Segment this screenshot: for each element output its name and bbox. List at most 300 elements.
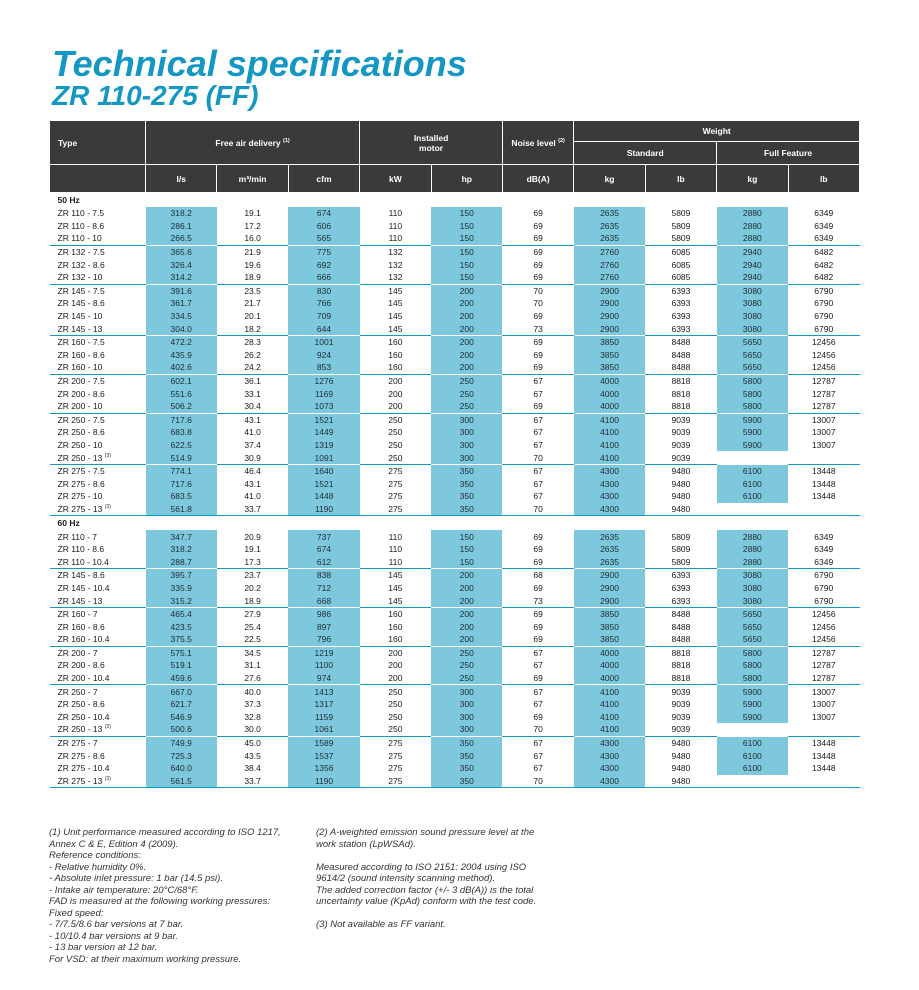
value-cell: 67	[502, 736, 573, 749]
type-cell	[50, 555, 146, 568]
value-cell: 5800	[717, 400, 788, 413]
value-cell: 8488	[671, 634, 691, 645]
type-cell	[50, 387, 146, 400]
type-label: ZR 160 - 8.6	[57, 349, 105, 360]
footnote-marker: (3)	[104, 776, 111, 782]
value-cell: 775	[288, 245, 359, 258]
value-cell: 70	[533, 452, 543, 463]
value-cell: 145	[388, 595, 403, 606]
header-unit-m3min: m³/min	[217, 165, 288, 193]
value-cell: 1219	[288, 646, 359, 659]
value-cell: 200	[431, 633, 502, 646]
specifications-table	[49, 120, 860, 788]
value-cell: 275	[360, 503, 431, 516]
type-cell	[50, 646, 146, 659]
value-cell: 12787	[811, 401, 836, 412]
footnotes-right	[316, 827, 576, 931]
value-cell: 5900	[717, 426, 788, 439]
value-cell: 1001	[288, 335, 359, 348]
value-cell: 12787	[811, 660, 836, 671]
value-cell: 314.2	[146, 271, 217, 284]
type-label: ZR 275 - 7.5	[57, 466, 105, 477]
value-cell: 986	[288, 607, 359, 620]
table-row	[50, 633, 860, 646]
value-cell: 6349	[814, 544, 834, 555]
value-cell: 67	[533, 388, 543, 399]
value-cell: 796	[288, 633, 359, 646]
value-cell: 12456	[811, 634, 836, 645]
value-cell: 6393	[645, 284, 716, 297]
value-cell: 26.2	[244, 349, 261, 360]
value-cell: 69	[533, 220, 543, 231]
value-cell: 365.6	[146, 245, 217, 258]
value-cell: 20.2	[244, 582, 261, 593]
table-row	[50, 749, 860, 762]
value-cell: 69	[533, 634, 543, 645]
value-cell: 33.7	[217, 503, 288, 516]
value-cell: 391.6	[146, 284, 217, 297]
value-cell: 200	[360, 646, 431, 659]
value-cell: 644	[288, 322, 359, 335]
footnote-line: uncertainty value (KpAd) conform with the test code.	[316, 896, 537, 907]
type-cell	[50, 439, 146, 452]
value-cell	[788, 723, 859, 736]
type-cell	[50, 220, 146, 233]
value-cell: 4300	[574, 477, 645, 490]
value-cell: 5900	[717, 698, 788, 711]
table-row	[50, 349, 860, 362]
value-cell: 2900	[574, 582, 645, 595]
value-cell: 110	[388, 233, 403, 244]
value-cell: 300	[431, 698, 502, 711]
type-cell	[50, 232, 146, 245]
value-cell: 250	[431, 672, 502, 685]
type-cell	[50, 762, 146, 775]
value-cell: 9039	[645, 685, 716, 698]
table-row	[50, 711, 860, 724]
type-label: ZR 110 - 10.4	[57, 556, 109, 567]
value-cell: 3850	[574, 620, 645, 633]
value-cell: 8488	[645, 335, 716, 348]
table-row	[50, 685, 860, 698]
value-cell: 13007	[811, 427, 836, 438]
value-cell: 8818	[671, 401, 691, 412]
value-cell: 6085	[645, 245, 716, 258]
type-cell	[50, 685, 146, 698]
type-label: ZR 250 - 8.6	[57, 427, 105, 438]
value-cell: 1319	[288, 439, 359, 452]
value-cell: 300	[431, 451, 502, 464]
value-cell: 435.9	[146, 349, 217, 362]
type-cell	[50, 723, 146, 736]
footnote-line: 9614/2 (sound intensity scanning method).	[316, 873, 496, 884]
value-cell: 12456	[811, 362, 836, 373]
table-row	[50, 207, 860, 220]
header-unit-std-kg: kg	[574, 165, 645, 193]
table-row	[50, 451, 860, 464]
footnote-line: (3) Not available as FF variant.	[316, 919, 446, 930]
value-cell: 2635	[574, 220, 645, 233]
value-cell: 6790	[788, 284, 859, 297]
value-cell: 9039	[671, 427, 691, 438]
header-unit-cfm: cfm	[288, 165, 359, 193]
value-cell: 6100	[717, 490, 788, 503]
value-cell: 67	[502, 685, 573, 698]
value-cell: 2880	[717, 543, 788, 556]
value-cell: 5809	[671, 544, 691, 555]
value-cell: 38.4	[244, 763, 261, 774]
value-cell: 3850	[574, 633, 645, 646]
value-cell: 5800	[717, 387, 788, 400]
value-cell: 13007	[811, 699, 836, 710]
type-label: ZR 275 - 10.4	[57, 763, 110, 774]
value-cell: 575.1	[146, 646, 217, 659]
value-cell: 69	[533, 621, 543, 632]
value-cell: 69	[533, 711, 543, 722]
value-cell: 250	[388, 711, 403, 722]
value-cell: 110	[388, 544, 403, 555]
table-row	[50, 503, 860, 516]
table-row	[50, 582, 860, 595]
table-row	[50, 322, 860, 335]
value-cell: 1521	[288, 413, 359, 426]
value-cell: 500.6	[146, 723, 217, 736]
table-row	[50, 530, 860, 543]
value-cell: 250	[431, 400, 502, 413]
value-cell: 275	[360, 775, 431, 788]
type-label: ZR 275 - 10	[57, 491, 103, 502]
value-cell: 200	[431, 607, 502, 620]
value-cell: 9039	[671, 699, 691, 710]
type-label: ZR 200 - 10	[57, 401, 103, 412]
value-cell: 300	[431, 413, 502, 426]
value-cell: 2760	[574, 245, 645, 258]
value-cell: 4000	[574, 374, 645, 387]
value-cell: 304.0	[146, 322, 217, 335]
value-cell: 160	[360, 335, 431, 348]
value-cell: 9480	[671, 750, 691, 761]
value-cell: 150	[431, 207, 502, 220]
type-cell	[50, 284, 146, 297]
value-cell: 145	[388, 311, 403, 322]
value-cell: 1159	[288, 711, 359, 724]
type-cell	[50, 736, 146, 749]
value-cell: 606	[288, 220, 359, 233]
type-label: ZR 200 - 7	[57, 647, 98, 658]
value-cell: 2940	[717, 271, 788, 284]
value-cell: 318.2	[146, 207, 217, 220]
value-cell: 5800	[717, 672, 788, 685]
value-cell: 667.0	[146, 685, 217, 698]
value-cell: 41.0	[244, 491, 261, 502]
header-unit-kw: kW	[360, 165, 431, 193]
value-cell: 1091	[288, 451, 359, 464]
value-cell: 4300	[574, 762, 645, 775]
value-cell: 350	[431, 749, 502, 762]
footnote-line: (2) A-weighted emission sound pressure level at the	[316, 827, 535, 838]
value-cell: 395.7	[146, 569, 217, 582]
value-cell: 16.0	[244, 233, 261, 244]
value-cell: 5650	[717, 620, 788, 633]
value-cell: 132	[388, 272, 403, 283]
footnote-line: Measured according to ISO 2151: 2004 using ISO	[316, 861, 527, 873]
footnote-line: (1) Unit performance measured according to ISO 1217,	[49, 827, 281, 838]
value-cell: 6393	[645, 569, 716, 582]
value-cell: 838	[288, 569, 359, 582]
type-label: ZR 160 - 7.5	[57, 337, 105, 348]
value-cell: 37.3	[244, 699, 261, 710]
type-cell	[50, 698, 146, 711]
value-cell: 4300	[574, 749, 645, 762]
value-cell: 12787	[788, 646, 859, 659]
type-label: ZR 110 - 10	[57, 233, 102, 244]
value-cell: 361.7	[146, 297, 217, 310]
table-row	[50, 569, 860, 582]
value-cell: 70	[533, 724, 543, 735]
type-label: ZR 132 - 8.6	[57, 259, 105, 270]
table-row	[50, 426, 860, 439]
value-cell: 2880	[717, 530, 788, 543]
value-cell: 924	[288, 349, 359, 362]
type-label: ZR 160 - 10.4	[57, 634, 110, 645]
type-cell	[50, 711, 146, 724]
value-cell: 67	[533, 439, 543, 450]
type-cell	[50, 451, 146, 464]
value-cell: 2760	[574, 271, 645, 284]
value-cell: 17.2	[244, 220, 261, 231]
table-row	[50, 736, 860, 749]
value-cell: 830	[288, 284, 359, 297]
value-cell: 200	[388, 660, 403, 671]
value-cell: 6100	[717, 464, 788, 477]
header-noise-level: Noise level $^{(2)}$	[502, 121, 573, 165]
value-cell: 28.3	[217, 335, 288, 348]
value-cell: 2900	[574, 284, 645, 297]
value-cell: 6790	[814, 298, 834, 309]
value-cell: 250	[431, 659, 502, 672]
value-cell: 6349	[814, 531, 834, 542]
value-cell: 5809	[671, 531, 691, 542]
value-cell: 200	[388, 673, 403, 684]
value-cell: 12787	[788, 374, 859, 387]
value-cell: 326.4	[146, 258, 217, 271]
value-cell: 546.9	[146, 711, 217, 724]
value-cell: 200	[431, 594, 502, 607]
value-cell: 9480	[671, 478, 691, 489]
value-cell: 6790	[814, 595, 834, 606]
value-cell: 5900	[717, 439, 788, 452]
footnote-line: - Absolute inlet pressure: 1 bar (14.5 psi).	[49, 873, 223, 884]
value-cell: 69	[533, 208, 543, 219]
value-cell: 897	[288, 620, 359, 633]
value-cell: 250	[431, 646, 502, 659]
value-cell: 43.5	[244, 750, 261, 761]
value-cell: 13448	[811, 763, 836, 774]
value-cell: 561.8	[146, 503, 217, 516]
value-cell: 160	[360, 607, 431, 620]
value-cell	[717, 451, 788, 464]
value-cell: 8818	[671, 388, 691, 399]
value-cell: 423.5	[146, 620, 217, 633]
value-cell: 974	[288, 672, 359, 685]
value-cell: 6482	[788, 245, 859, 258]
value-cell: 12787	[811, 388, 836, 399]
value-cell: 5650	[717, 633, 788, 646]
value-cell: 70	[502, 284, 573, 297]
footnote-line: work station (LpWSAd).	[316, 838, 416, 850]
type-cell	[50, 569, 146, 582]
type-cell	[50, 620, 146, 633]
value-cell: 132	[360, 245, 431, 258]
value-cell: 612	[288, 555, 359, 568]
value-cell: 4000	[574, 672, 645, 685]
value-cell: 6393	[671, 298, 691, 309]
type-label: ZR 145 - 8.6	[57, 298, 105, 309]
value-cell: 67	[533, 491, 543, 502]
type-label: ZR 200 - 10.4	[57, 673, 110, 684]
type-cell	[50, 245, 146, 258]
value-cell: 67	[533, 750, 543, 761]
value-cell: 13448	[811, 750, 836, 761]
value-cell: 2635	[574, 232, 645, 245]
footnote-line: For VSD: at their maximum working pressure.	[49, 953, 242, 965]
value-cell: 200	[431, 569, 502, 582]
value-cell: 132	[388, 259, 403, 270]
type-label: ZR 132 - 10	[57, 272, 103, 283]
value-cell: 67	[533, 660, 543, 671]
value-cell: 30.9	[244, 452, 261, 463]
value-cell: 4300	[574, 775, 645, 788]
value-cell: 565	[288, 232, 359, 245]
type-label: ZR 275 - 13	[57, 775, 103, 786]
value-cell: 4100	[574, 426, 645, 439]
value-cell: 2900	[574, 310, 645, 323]
value-cell: 12456	[788, 607, 859, 620]
footnote-line: - 10/10.4 bar versions at 9 bar.	[49, 930, 179, 942]
value-cell: 622.5	[146, 439, 217, 452]
value-cell: 4000	[574, 646, 645, 659]
footnote-line: The added correction factor (+/- 3 dB(A)) is the total	[316, 884, 534, 896]
type-cell	[50, 374, 146, 387]
value-cell: 6349	[814, 233, 834, 244]
type-label: ZR 200 - 8.6	[57, 660, 105, 671]
value-cell: 250	[360, 685, 431, 698]
table-row	[50, 220, 860, 233]
value-cell: 3080	[717, 310, 788, 323]
type-cell	[50, 335, 146, 348]
type-cell	[50, 543, 146, 556]
value-cell: 300	[431, 711, 502, 724]
value-cell: 725.3	[146, 749, 217, 762]
value-cell: 3850	[574, 607, 645, 620]
table-row	[50, 361, 860, 374]
footnote-marker: (3)	[104, 452, 111, 459]
table-row	[50, 374, 860, 387]
value-cell: 9480	[645, 736, 716, 749]
value-cell: 1190	[288, 503, 359, 516]
value-cell: 13448	[788, 464, 859, 477]
value-cell: 250	[388, 452, 403, 463]
value-cell: 6482	[814, 259, 834, 270]
value-cell: 8818	[645, 374, 716, 387]
value-cell: 40.0	[217, 685, 288, 698]
value-cell: 5900	[717, 711, 788, 724]
value-cell: 4100	[574, 723, 645, 736]
header-unit-std-lb: lb	[645, 165, 716, 193]
value-cell: 1317	[288, 698, 359, 711]
header-weight-full-feature: Full Feature	[717, 142, 860, 165]
type-cell	[50, 749, 146, 762]
value-cell: 250	[388, 439, 403, 450]
value-cell: 24.2	[244, 362, 261, 373]
value-cell: 375.5	[146, 633, 217, 646]
value-cell: 69	[502, 245, 573, 258]
value-cell: 5809	[671, 233, 691, 244]
value-cell: 712	[288, 582, 359, 595]
value-cell: 275	[388, 478, 403, 489]
value-cell: 69	[533, 311, 543, 322]
value-cell: 4000	[574, 659, 645, 672]
value-cell: 19.1	[244, 208, 261, 219]
value-cell: 67	[502, 374, 573, 387]
value-cell: 41.0	[244, 427, 261, 438]
value-cell: 13007	[788, 413, 859, 426]
value-cell: 30.4	[244, 401, 261, 412]
value-cell: 749.9	[146, 736, 217, 749]
value-cell: 3080	[717, 594, 788, 607]
value-cell: 6393	[671, 311, 691, 322]
page-subtitle: ZR 110-275 (FF)	[52, 80, 259, 111]
type-cell	[50, 490, 146, 503]
value-cell: 250	[431, 387, 502, 400]
value-cell: 2940	[717, 245, 788, 258]
section-header-row	[50, 193, 860, 208]
table-row	[50, 387, 860, 400]
value-cell: 67	[533, 699, 543, 710]
table-row	[50, 232, 860, 245]
page-title: Technical specifications	[52, 43, 467, 84]
type-label: ZR 250 - 7	[57, 686, 98, 697]
value-cell: 70	[533, 298, 543, 309]
table-row	[50, 464, 860, 477]
value-cell: 25.4	[244, 621, 261, 632]
value-cell: 6100	[717, 736, 788, 749]
type-cell	[50, 258, 146, 271]
footnote-line: Reference conditions:	[49, 850, 141, 861]
value-cell: 8488	[645, 607, 716, 620]
type-cell	[50, 361, 146, 374]
value-cell: 717.6	[146, 477, 217, 490]
value-cell: 27.6	[244, 673, 261, 684]
value-cell: 27.9	[217, 607, 288, 620]
header-unit-dba: dB(A)	[502, 165, 573, 193]
value-cell: 18.2	[244, 323, 261, 334]
value-cell: 683.8	[146, 426, 217, 439]
value-cell: 621.7	[146, 698, 217, 711]
value-cell: 12456	[811, 621, 836, 632]
value-cell: 160	[388, 634, 403, 645]
value-cell: 250	[388, 427, 403, 438]
value-cell: 3080	[717, 582, 788, 595]
value-cell: 1061	[288, 723, 359, 736]
value-cell: 288.7	[146, 555, 217, 568]
type-label: ZR 200 - 8.6	[57, 388, 105, 399]
type-cell	[50, 426, 146, 439]
table-row	[50, 762, 860, 775]
value-cell: 519.1	[146, 659, 217, 672]
type-label: ZR 145 - 13	[57, 595, 103, 606]
value-cell: 5650	[717, 335, 788, 348]
